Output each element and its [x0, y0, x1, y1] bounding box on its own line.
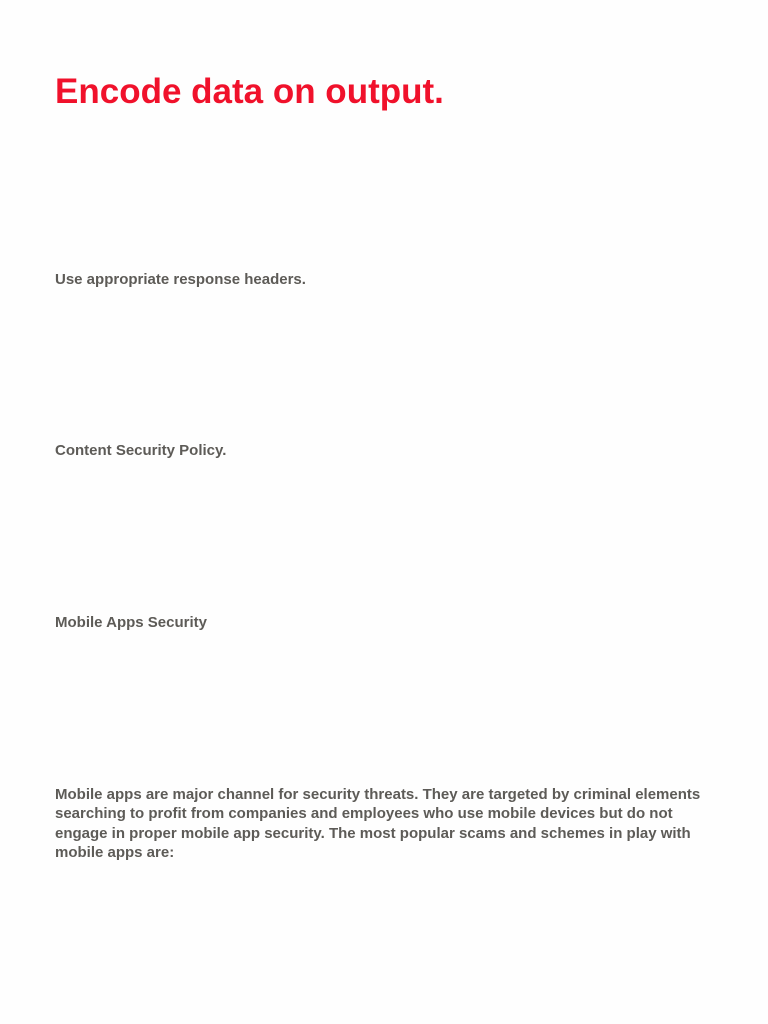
paragraph-line: Mobile apps are major channel for security threats. They are targeted by criminal elements	[55, 786, 701, 803]
text-mobile-apps-security: Mobile Apps Security	[55, 614, 207, 631]
paragraph-line: engage in proper mobile app security. The most popular scams and schemes in play with	[55, 824, 691, 842]
mobile-apps-paragraph	[55, 785, 715, 862]
text-response-headers: Use appropriate response headers.	[55, 271, 306, 288]
paragraph-line: searching to profit from companies and employees who use mobile devices but do not	[55, 805, 673, 823]
page-heading: Encode data on output.	[55, 72, 444, 111]
text-content-security-policy: Content Security Policy.	[55, 442, 227, 459]
paragraph-line: mobile apps are:	[55, 843, 175, 861]
